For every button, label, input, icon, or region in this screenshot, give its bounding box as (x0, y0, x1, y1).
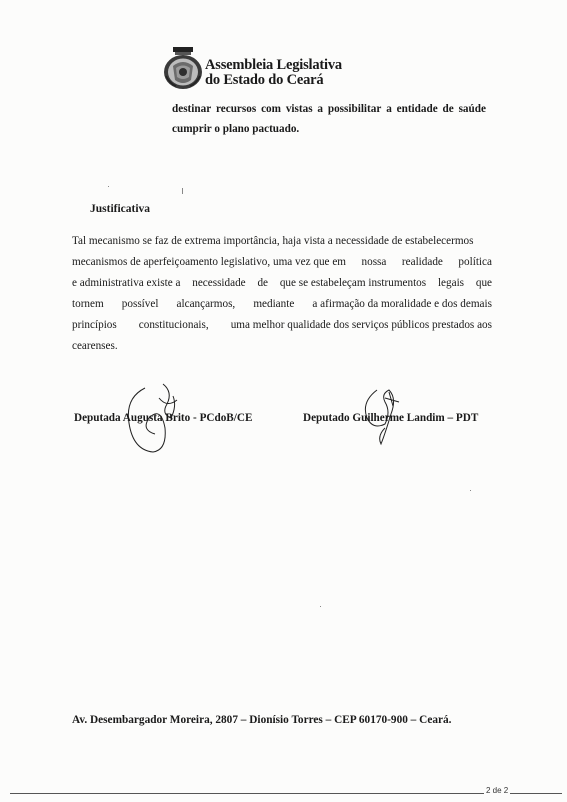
justification-body (72, 231, 492, 357)
continuation-text (172, 99, 492, 139)
scan-speck (320, 606, 321, 607)
scan-speck (182, 188, 183, 194)
organization-name: Assembleia Legislativa (205, 57, 342, 73)
body-line-3: e administrativa existe a necessidade de que se estabeleçam instrumentos legais que (72, 277, 492, 289)
footer-address: Av. Desembargador Moreira, 2807 – Dionísio Torres – CEP 60170-900 – Ceará. (72, 714, 452, 726)
scan-speck (108, 186, 109, 187)
body-line-1: Tal mecanismo se faz de extrema importância, haja vista a necessidade de estabelecermos (72, 235, 474, 247)
organization-subtitle: do Estado do Ceará (205, 72, 324, 88)
letterhead (162, 46, 402, 92)
signature-left-name: Deputada Augusta Brito - PCdoB/CE (74, 412, 253, 424)
scan-speck (470, 490, 471, 491)
body-line-4: tornem possível alcançarmos, mediante a afirmação da moralidade e dos demais (72, 298, 492, 310)
body-line-6: cearenses. (72, 340, 118, 352)
body-line-2: mecanismos de aperfeiçoamento legislativo, uma vez que em nossa realidade política (72, 256, 492, 268)
state-coat-of-arms-icon (162, 46, 204, 90)
continuation-line-2: cumprir o plano pactuado. (172, 123, 300, 135)
continuation-line-1: destinar recursos com vistas a possibilitar a entidade de saúde (172, 103, 486, 115)
body-line-5: princípios constitucionais, uma melhor qualidade dos serviços públicos prestados aos (72, 319, 492, 331)
section-heading: Justificativa (90, 203, 151, 215)
page-number: 2 de 2 (486, 786, 509, 795)
signature-right-name: Deputado Guilherme Landim – PDT (303, 412, 479, 424)
footer-divider (10, 793, 562, 794)
